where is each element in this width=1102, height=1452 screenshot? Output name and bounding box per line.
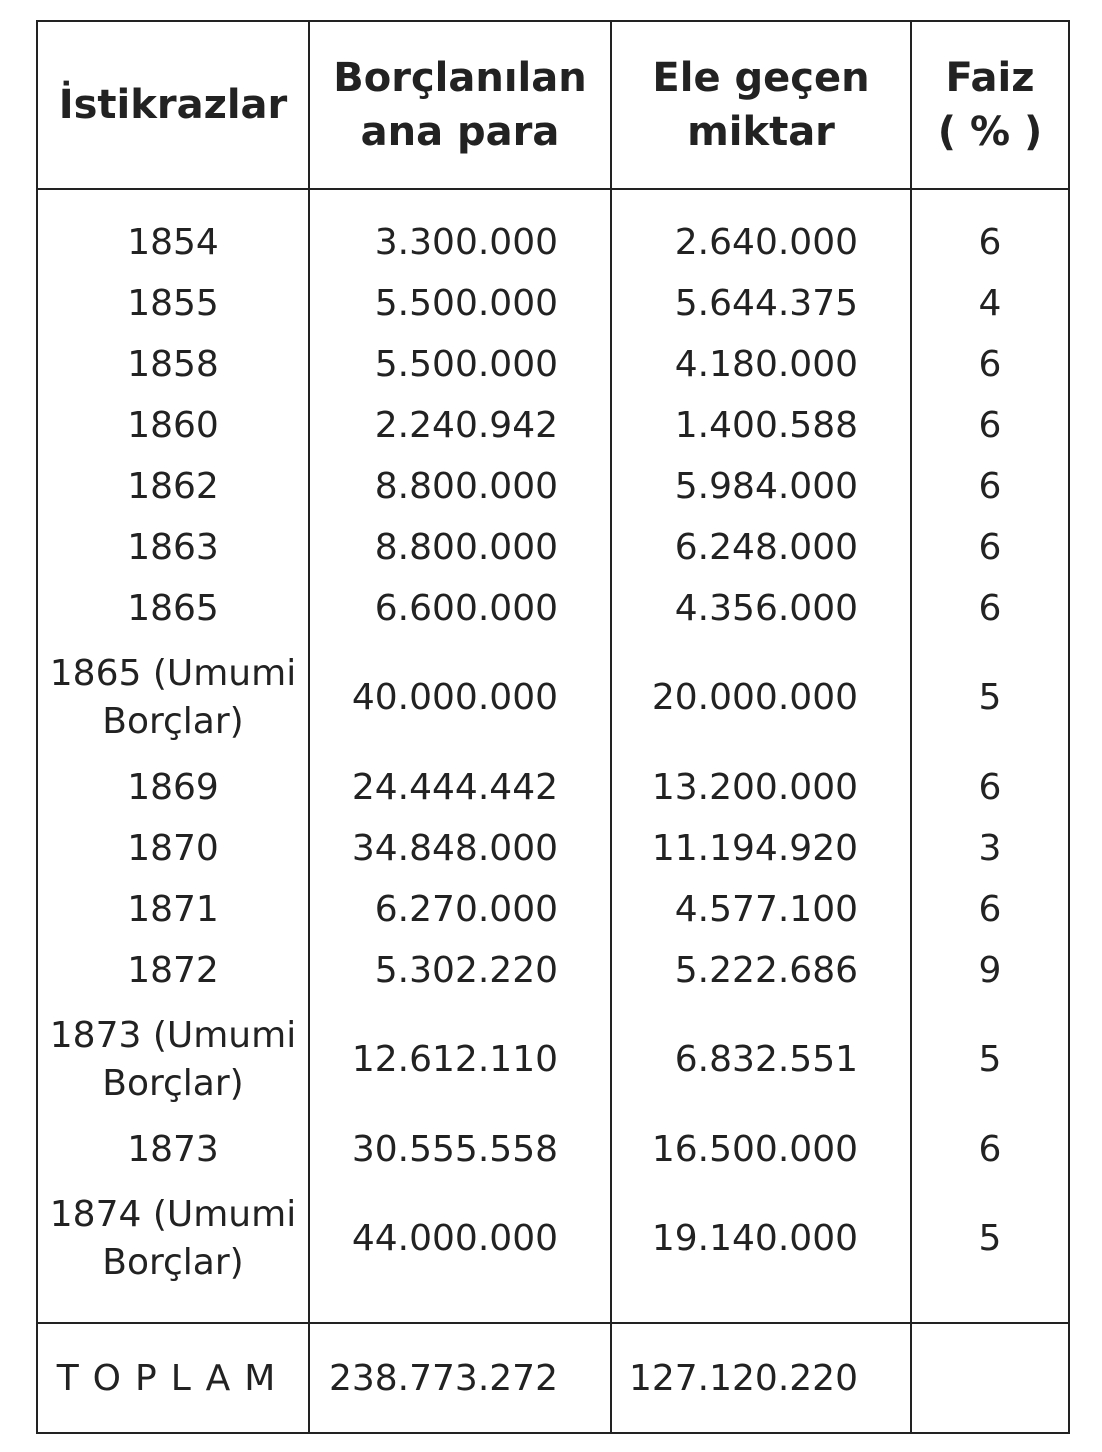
loan-year-cell [37,1180,309,1298]
spacer-cell [37,1298,309,1323]
loan-year-cell [37,639,309,757]
header-row [37,21,1069,189]
received-cell: 4.577.100 [611,879,911,940]
table-row [37,212,1069,273]
spacer-cell [309,1298,611,1323]
table-body [37,189,1069,1323]
rate-cell: 6 [911,212,1069,273]
loan-year-cell [37,395,309,456]
rate-cell: 9 [911,940,1069,1001]
rate-cell: 6 [911,578,1069,639]
rate-cell: 6 [911,757,1069,818]
header-line: ( % ) [937,109,1043,155]
loan-year-line: 1870 [127,827,219,869]
spacer-cell [37,189,309,212]
loan-year-cell [37,1001,309,1119]
table-row [37,395,1069,456]
spacer-cell [611,189,911,212]
rate-cell: 5 [911,1180,1069,1298]
loan-year-cell [37,818,309,879]
table-row [37,456,1069,517]
loan-year-line: 1869 [127,766,219,808]
rate-cell: 6 [911,456,1069,517]
table-row [37,1119,1069,1180]
table-row [37,1001,1069,1119]
principal-cell: 6.600.000 [309,578,611,639]
principal-cell: 6.270.000 [309,879,611,940]
header-received [611,21,911,189]
table-footer [37,1323,1069,1433]
spacer-cell [611,1298,911,1323]
spacer-row [37,1298,1069,1323]
principal-cell: 12.612.110 [309,1001,611,1119]
loan-year-line: Borçlar) [102,1242,244,1283]
loan-year-cell [37,1119,309,1180]
loan-year-cell [37,940,309,1001]
received-cell: 20.000.000 [611,639,911,757]
loan-year-cell [37,578,309,639]
principal-cell: 8.800.000 [309,456,611,517]
table-row [37,818,1069,879]
principal-cell: 5.302.220 [309,940,611,1001]
loan-year-cell [37,334,309,395]
loan-year-line: 1871 [127,888,219,930]
received-cell: 16.500.000 [611,1119,911,1180]
loan-year-line: 1873 [127,1128,219,1170]
loan-year-line: 1865 [127,587,219,629]
header-principal [309,21,611,189]
rate-cell: 5 [911,1001,1069,1119]
loan-year-line: 1862 [127,465,219,507]
principal-cell: 24.444.442 [309,757,611,818]
received-cell: 6.248.000 [611,517,911,578]
principal-cell: 40.000.000 [309,639,611,757]
rate-cell: 4 [911,273,1069,334]
received-cell: 1.400.588 [611,395,911,456]
loan-year-line: 1872 [127,949,219,991]
received-cell: 13.200.000 [611,757,911,818]
header-line: Faiz [945,55,1035,101]
table-row [37,578,1069,639]
spacer-cell [911,1298,1069,1323]
header-rate [911,21,1069,189]
loan-year-cell [37,757,309,818]
loan-year-line: 1855 [127,282,219,324]
rate-cell: 6 [911,334,1069,395]
rate-cell: 6 [911,517,1069,578]
principal-cell: 3.300.000 [309,212,611,273]
received-cell: 6.832.551 [611,1001,911,1119]
loan-year-line: 1854 [127,221,219,263]
total-principal: 238.773.272 [309,1323,611,1433]
principal-cell: 34.848.000 [309,818,611,879]
total-received: 127.120.220 [611,1323,911,1433]
loan-year-cell [37,879,309,940]
spacer-row [37,189,1069,212]
loan-year-line: 1874 (Umumi [49,1194,297,1235]
loan-year-line: Borçlar) [102,701,244,742]
received-cell: 5.984.000 [611,456,911,517]
principal-cell: 5.500.000 [309,273,611,334]
header-line: ana para [360,109,560,155]
header-line: İstikrazlar [58,82,288,128]
loan-year-line: 1860 [127,404,219,446]
table-row [37,1180,1069,1298]
table-row [37,273,1069,334]
loan-year-line: 1863 [127,526,219,568]
rate-cell: 6 [911,1119,1069,1180]
spacer-cell [309,189,611,212]
loan-year-line: Borçlar) [102,1063,244,1104]
header-loans [37,21,309,189]
principal-cell: 2.240.942 [309,395,611,456]
total-rate [911,1323,1069,1433]
total-label: TOPLAM [37,1323,309,1433]
received-cell: 19.140.000 [611,1180,911,1298]
table-row [37,940,1069,1001]
header-line: Ele geçen [652,55,870,101]
received-cell: 4.180.000 [611,334,911,395]
loan-year-cell [37,456,309,517]
loans-table [36,20,1070,1434]
total-row [37,1323,1069,1433]
received-cell: 5.644.375 [611,273,911,334]
loan-year-cell [37,517,309,578]
rate-cell: 3 [911,818,1069,879]
loan-year-line: 1865 (Umumi [49,653,297,694]
table-header [37,21,1069,189]
loan-year-cell [37,212,309,273]
loan-year-line: 1873 (Umumi [49,1015,297,1056]
loan-year-line: 1858 [127,343,219,385]
principal-cell: 44.000.000 [309,1180,611,1298]
rate-cell: 6 [911,879,1069,940]
table-row [37,639,1069,757]
rate-cell: 6 [911,395,1069,456]
loans-table-container [36,20,1068,1434]
spacer-cell [911,189,1069,212]
table-row [37,757,1069,818]
header-line: miktar [687,109,835,155]
received-cell: 4.356.000 [611,578,911,639]
table-row [37,879,1069,940]
table-row [37,517,1069,578]
principal-cell: 8.800.000 [309,517,611,578]
principal-cell: 30.555.558 [309,1119,611,1180]
table-row [37,334,1069,395]
received-cell: 2.640.000 [611,212,911,273]
header-line: Borçlanılan [333,55,587,101]
received-cell: 11.194.920 [611,818,911,879]
rate-cell: 5 [911,639,1069,757]
received-cell: 5.222.686 [611,940,911,1001]
loan-year-cell [37,273,309,334]
principal-cell: 5.500.000 [309,334,611,395]
